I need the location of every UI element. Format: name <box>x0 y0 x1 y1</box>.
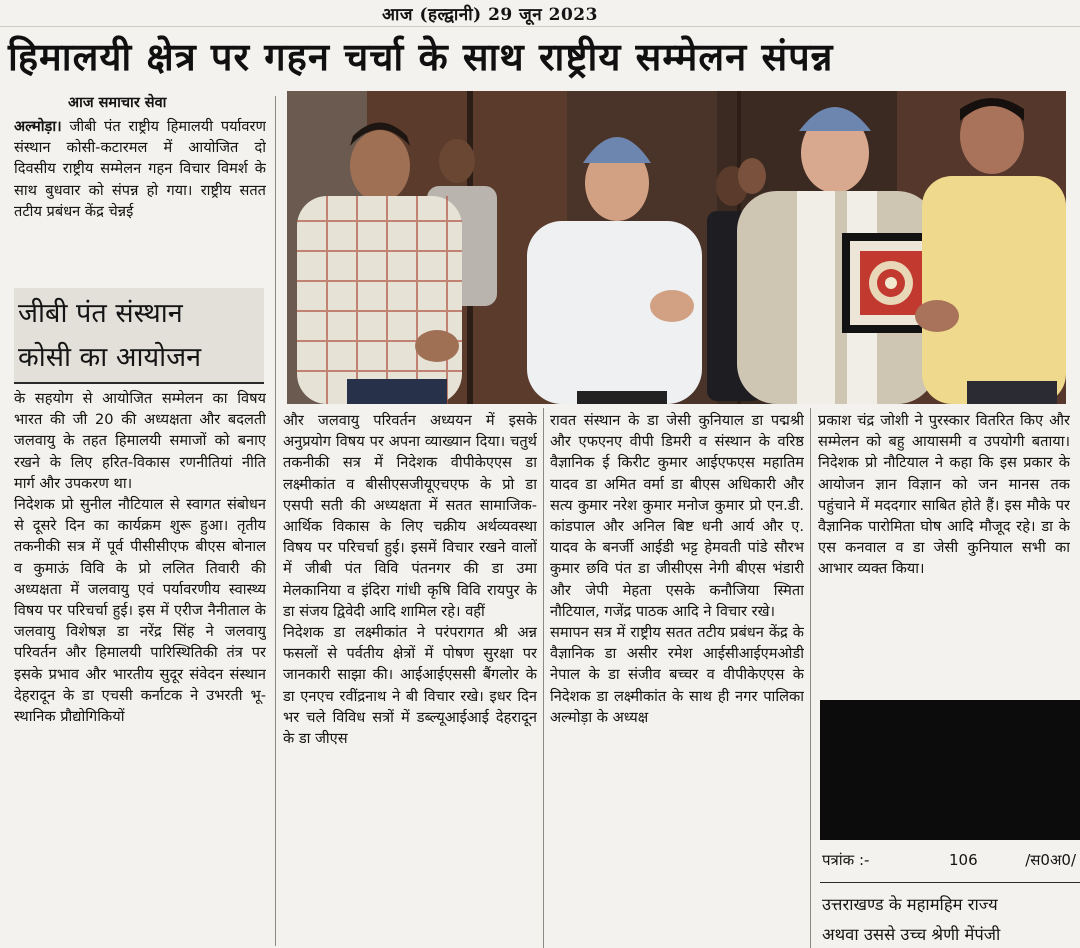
column-1-top <box>14 116 266 286</box>
notice-ref-suffix: /स0अ0/ <box>1025 851 1077 869</box>
column-3: रावत संस्थान के डा जेसी कुनियाल डा पद्मश्री और एफएनए वीपी डिमरी व संस्थान के वरिष्ठ वैज्ञानिक ई किरीट कुमार आईएफएस महातिम यादव डा अमित वर्मा डा बीएस अधिकारी और सत्य कुमार नरेश कुमार मनोज कुमार प्रो एन.डी. कांडपाल और अनिल बिष्ट धनी आर्य और ए. यादव के बनर्जी आईडी भट्ट हेमवती पांडे सौरभ कुमार छवि पंत डा जीसीएस नेगी बीएस भंडारी और जेपी मेहता एसके कनौजिया स्मिता नौटियाल, गजेंद्र पाठक आदि ने विचार रखे। समापन सत्र में राष्ट्रीय सतत तटीय प्रबंधन केंद्र के वैज्ञानिक डा असीर रमेश आईसीआईएमओडी नेपाल के डा संजीव बच्चर व वीपीकेएएस के निदेशक डा लक्ष्मीकांत के साथ ही नगर पालिका अल्मोड़ा के अध्यक्ष <box>550 412 804 726</box>
column-4: प्रकाश चंद्र जोशी ने पुरस्कार वितरित किए और सम्मेलन को बहु आयासमी व उपयोगी बताया। निदेशक प्रो नौटियाल ने कहा कि इस प्रकार के आयोजन ज्ञान विज्ञान को जन मानस तक पहुंचाने में मददगार साबित होते हैं। इस मौके पर वैज्ञानिक पारोमिता घोष आदि मौजूद रहे। डा के एस कनवाल व डा जेसी कुनियाल सभी का आभार व्यक्त किया। <box>818 412 1070 578</box>
column-rule-1 <box>275 96 276 946</box>
ad-block <box>820 700 1080 840</box>
event-photo-illustration <box>287 91 1066 404</box>
notice-ref-number: 106 <box>949 851 978 869</box>
dateline-place: अल्मोड़ा। <box>14 118 62 135</box>
notice-ref-label: पत्रांक :- <box>822 851 870 869</box>
column-2: और जलवायु परिवर्तन अध्ययन में इसके अनुप्रयोग विषय पर अपना व्याख्यान दिया। चतुर्थ तकनीकी सत्र में निदेशक वीपीकेएएस डा लक्ष्मीकांत व बीसीएसजीयूएचएफ के प्रो डा एसपी सती की अध्यक्षता में सतत सामाजिक-आर्थिक विकास के लिए चक्रीय अर्थव्यवस्था विषय पर परिचर्चा हुई। इसमें विचार रखने वालों में जीबी पंत विवि पंतनगर की डा उमा मेलकानिया व इंदिरा गांधी कृषि विवि रायपुर के डा संजय द्विवेदी आदि शामिल रहे। वहीं निदेशक डा लक्ष्मीकांत ने परंपरागत श्री अन्न फसलों से पर्वतीय क्षेत्रों में पोषण सुरक्षा पर जानकारी साझा की। आईआईएससी बैंगलोर के डा एनएच रवींद्रनाथ ने बी विचार रखे। इधर दिन भर चले विविध सत्रों में डब्ल्यूआईआई देहरादून के डा जीएस <box>283 412 537 748</box>
notice-ref-line <box>822 850 1080 874</box>
notice-line-1: उत्तराखण्ड के महामहिम राज्य <box>822 895 998 914</box>
byline: आज समाचार सेवा <box>68 95 167 111</box>
notice-line-2: अथवा उससे उच्च श्रेणी मेंपंजी <box>822 925 1001 944</box>
subheading-box: जीबी पंत संस्थान कोसी का आयोजन <box>14 288 264 384</box>
dateline: आज (हल्द्वानी) 29 जून 2023 <box>382 5 598 25</box>
notice-divider <box>820 882 1080 883</box>
headline: हिमालयी क्षेत्र पर गहन चर्चा के साथ राष्ट्रीय सम्मेलन संपन्न <box>8 35 834 79</box>
column-rule-3 <box>810 408 811 948</box>
event-photo <box>287 91 1066 404</box>
column-rule-2 <box>543 408 544 948</box>
column-1-bottom: के सहयोग से आयोजित सम्मेलन का विषय भारत की जी 20 की अध्यक्षता और बदलती जलवायु के तहत हिमालयी समाजों को बनाए रखने के लिए हरित-विकास रणनीतियां नीति मार्ग और उपकरण था। निदेशक प्रो सुनील नौटियाल से स्वागत संबोधन से दूसरे दिन का कार्यक्रम शुरू हुआ। तृतीय तकनीकी सत्र में पूर्व पीसीसीएफ बीएस बोनाल व कुमाऊं विवि के प्रो ललित तिवारी की अध्यक्षता में जलवायु एवं पर्यावरणीय स्वास्थ्य विषय पर परिचर्चा हुई। इस में एरीज नैनीताल के जलवायु विशेषज्ञ डा नरेंद्र सिंह ने जलवायु परिवर्तन और हिमालयी पारिस्थितिकी तंत्र पर इसके प्रभाव और भारतीय सुदूर संवेदन संस्थान देहरादून के डा एचसी कर्नाटक ने उभरती भू-स्थानिक प्रौद्योगिकियों <box>14 390 266 726</box>
column-1-top-text: जीबी पंत राष्ट्रीय हिमालयी पर्यावरण संस्थान कोसी-कटारमल में आयोजित दो दिवसीय राष्ट्रीय सम्मेलन गहन विचार विमर्श के साथ बुधवार को संपन्न हो गया। राष्ट्रीय सतत तटीय प्रबंधन केंद्र चेन्नई <box>14 118 266 220</box>
